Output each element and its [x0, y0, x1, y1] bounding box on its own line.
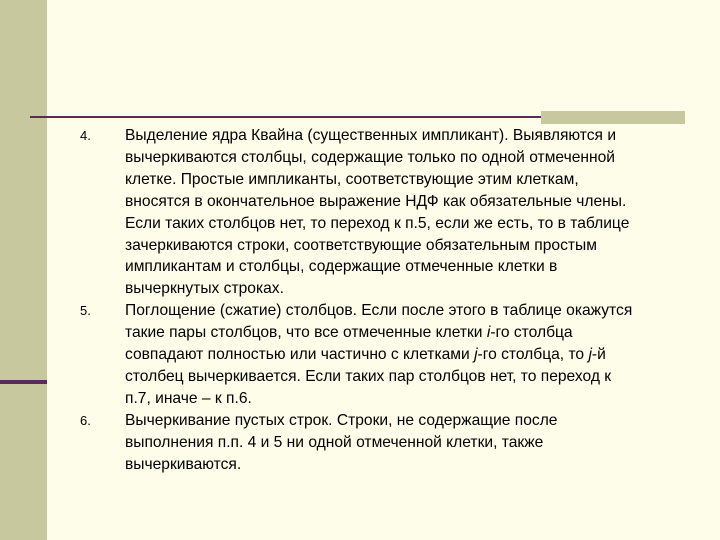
item-text-part: -го столбца совпадают полностью или частично с клетками [125, 324, 573, 364]
list-item-6 [80, 410, 640, 476]
item-number: 6. [80, 412, 91, 428]
item-text-part: Поглощение (сжатие) столбцов. Если после этого в таблице окажутся такие пары столбцов, что все отмеченные клетки [125, 302, 633, 342]
italic-i: i [486, 324, 491, 342]
divider-accent-block [541, 111, 685, 124]
italic-j: j [474, 346, 478, 364]
list-item-5 [80, 300, 640, 410]
item-text: Вычеркивание пустых строк. Строки, не содержащие после выполнения п.п. 4 и 5 ни одной отмеченной клетки, также вычеркиваются. [125, 411, 558, 473]
steps-list [80, 125, 640, 476]
item-text-part: -й столбец вычеркивается. Если таких пар столбцов нет, то переход к п.7, иначе – к п.6. [125, 346, 612, 407]
italic-j: j [588, 346, 592, 364]
item-text [125, 300, 640, 410]
list-item-4 [80, 125, 640, 300]
item-number: 5. [80, 303, 91, 319]
left-decor-band [0, 0, 47, 540]
left-decor-line [0, 380, 47, 384]
item-text-part: -го столбца, то [477, 346, 589, 364]
item-text: Выделение ядра Квайна (существенных импликант). Выявляются и вычеркиваются столбцы, содержащие только по одной отмеченной клетке. Простые импликанты, соответствующие этим клеткам, вносятся в окончательное выражение НДФ как обязательные члены. Если таких столбцов нет, то переход к п.5, если же есть, то в таблице зачеркиваются строки, соответствующие обязательным простым импликантам и столбцы, содержащие отмеченные клетки в вычеркнутых строках. [125, 127, 630, 298]
item-number: 4. [80, 128, 91, 143]
